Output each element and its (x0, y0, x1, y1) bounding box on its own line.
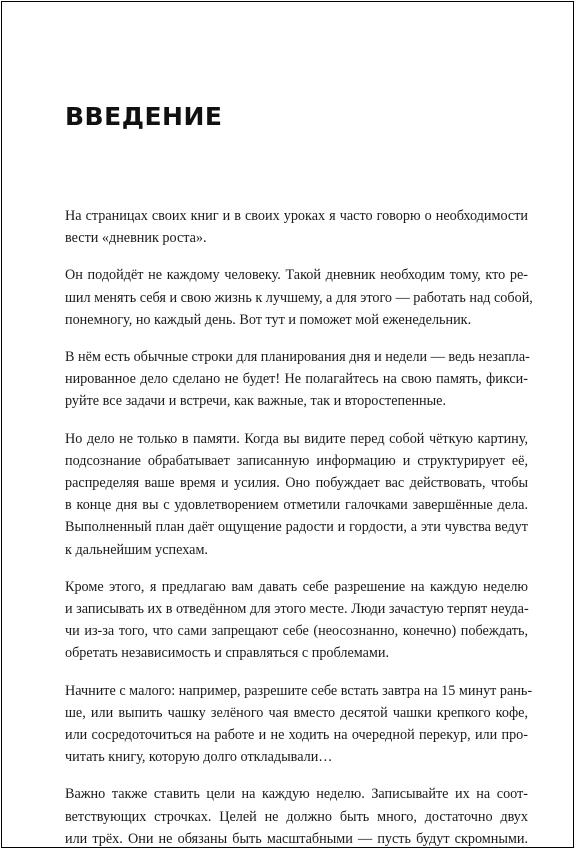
text-line: Кроме этого, я предлагаю вам давать себе разрешение на каждую неделю (65, 578, 528, 595)
text-line: Но дело не только в памяти. Когда вы видите перед собой чёткую картину, (65, 430, 528, 447)
text-line: Он подойдёт не каждому человеку. Такой дневник необходим тому, кто ре- (65, 267, 528, 284)
paragraph (65, 205, 528, 249)
paragraph (65, 783, 528, 850)
text-line: чи из-за того, что сами запрещают себе (неосознанно, конечно) побеждать, (65, 623, 528, 640)
text-line: На страницах своих книг и в своих уроках я часто говорю о необходимости (65, 208, 528, 224)
paragraph (65, 264, 533, 331)
text-line: в конце дня вы с удовлетворением отметили галочками завершённые дела. (65, 497, 528, 514)
text-line: В нём есть обычные строки для планирования дня и недели — ведь незапла- (65, 349, 530, 366)
text-line: обретать независимость и справляться с проблемами. (65, 645, 390, 662)
paragraph (65, 576, 528, 665)
paragraph (65, 428, 528, 561)
text-line: распределяя ваше время и усилия. Оно побуждает вас действовать, чтобы (65, 475, 528, 492)
text-line: к дальнейшим успехам. (65, 541, 208, 558)
text-line: ше, или выпить чашку зелёного чая вместо десятой чашки крепкого кофе, (65, 704, 528, 721)
text-line: читать книгу, которую долго откладывали… (65, 749, 333, 766)
text-line: шил менять себя и свою жизнь к лучшему, а для этого — работать над собой, (65, 289, 533, 306)
text-line: руйте все задачи и встречи, как важные, так и второстепенные. (65, 393, 447, 410)
text-line: и записывать их в отведённом для этого месте. Люди зачастую терпят неуда- (65, 601, 529, 618)
page-title: ВВЕДЕНИЕ (65, 102, 223, 131)
text-line: подсознание обрабатывает записанную информацию и структурирует её, (65, 452, 528, 469)
text-line: или сосредоточиться на работе и не ходить на очередной перекур, или про- (65, 727, 528, 744)
body-text (65, 205, 533, 865)
paragraph (65, 680, 533, 769)
text-line: ветствующих строчках. Целей не должно быть много, достаточно двух (65, 808, 528, 825)
text-line: понемногу, но каждый день. Вот тут и поможет мой еженедельник. (65, 311, 472, 328)
text-line: Важно также ставить цели на каждую неделю. Записывайте их на соот- (65, 786, 528, 803)
text-line: вести «дневник роста». (65, 230, 207, 247)
text-line: Начните с малого: например, разрешите себе встать завтра на 15 минут рань- (65, 682, 533, 699)
text-line: или трёх. Они не обязаны быть масштабными — пусть будут скромными. (65, 830, 528, 847)
paragraph (65, 346, 528, 413)
text-line: Выполненный план даёт ощущение радости и гордости, а эти чувства ведут (65, 519, 528, 536)
text-line: нированное дело сделано не будет! Не полагайтесь на свою память, фикси- (65, 371, 528, 388)
